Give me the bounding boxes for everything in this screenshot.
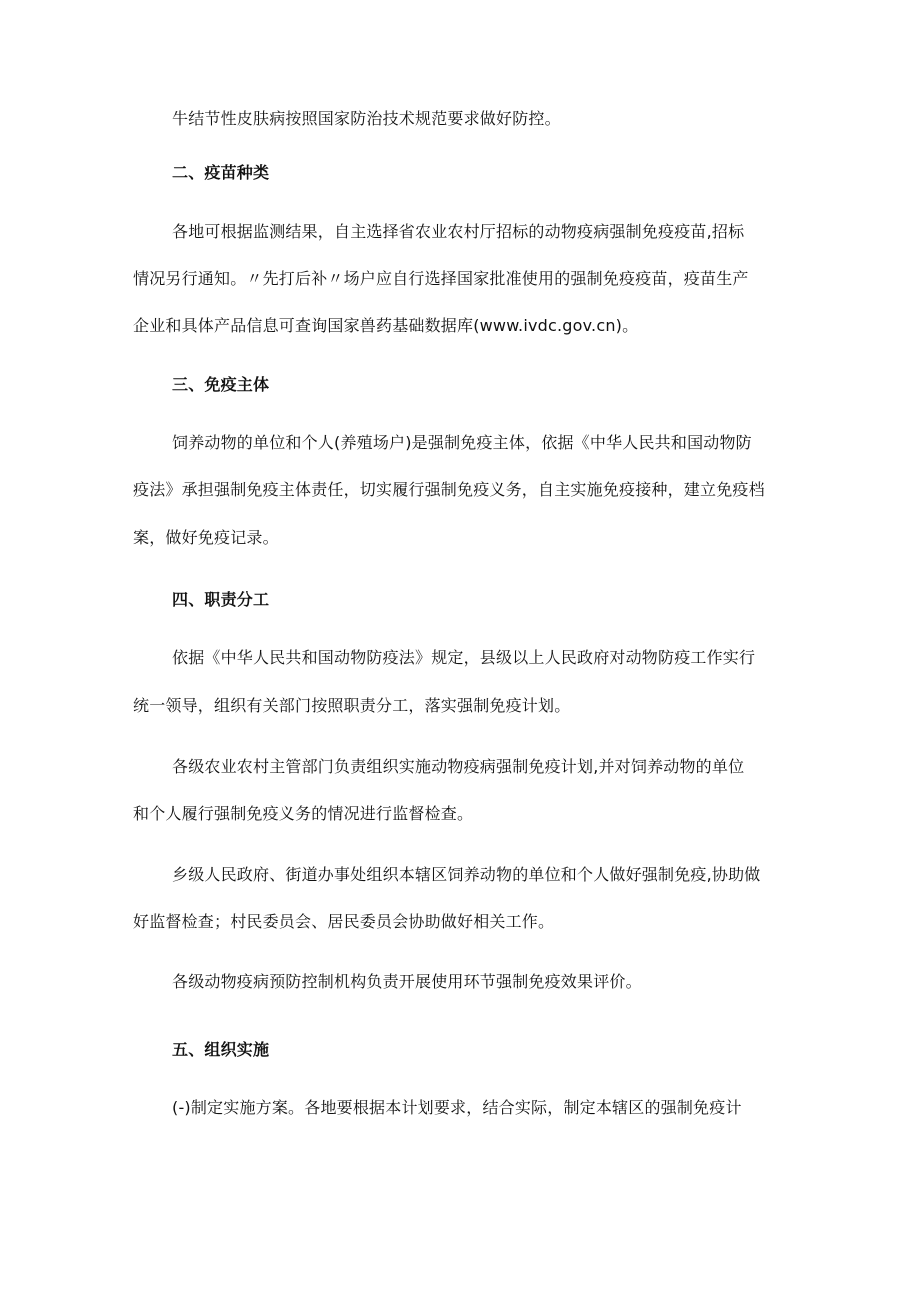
- paragraph-line: 依据《中华人民共和国动物防疫法》规定，县级以上人民政府对动物防疫工作实行: [172, 648, 756, 667]
- paragraph-line: 各地可根据监测结果，自主选择省农业农村厅招标的动物疫病强制免疫疫苗,招标: [172, 222, 745, 241]
- paragraph-line: 统一领导，组织有关部门按照职责分工，落实强制免疫计划。: [133, 696, 571, 715]
- section-heading: 四、职责分工: [172, 590, 270, 609]
- paragraph-line: (-)制定实施方案。各地要根据本计划要求，结合实际，制定本辖区的强制免疫计: [172, 1098, 742, 1117]
- paragraph-line: 饲养动物的单位和个人(养殖场户)是强制免疫主体，依据《中华人民共和国动物防: [172, 433, 752, 452]
- paragraph-line: 情况另行通知。〃先打后补〃场户应自行选择国家批准使用的强制免疫疫苗，疫苗生产: [133, 269, 749, 288]
- paragraph-line: 好监督检查；村民委员会、居民委员会协助做好相关工作。: [133, 912, 555, 931]
- paragraph-line: 疫法》承担强制免疫主体责任，切实履行强制免疫义务，自主实施免疫接种，建立免疫档: [133, 480, 765, 499]
- paragraph-line: 乡级人民政府、街道办事处组织本辖区饲养动物的单位和个人做好强制免疫,协助做: [172, 865, 761, 884]
- section-heading: 五、组织实施: [172, 1040, 270, 1059]
- paragraph-line: 牛结节性皮肤病按照国家防治技术规范要求做好防控。: [172, 109, 561, 128]
- paragraph-line: 案，做好免疫记录。: [133, 528, 279, 547]
- paragraph-line: 和个人履行强制免疫义务的情况进行监督检查。: [133, 804, 474, 823]
- section-heading: 三、免疫主体: [172, 375, 270, 394]
- paragraph-line: 企业和具体产品信息可查询国家兽药基础数据库(www.ivdc.gov.cn)。: [133, 316, 639, 335]
- section-heading: 二、疫苗种类: [172, 163, 270, 182]
- paragraph-line: 各级动物疫病预防控制机构负责开展使用环节强制免疫效果评价。: [172, 972, 642, 991]
- paragraph-line: 各级农业农村主管部门负责组织实施动物疫病强制免疫计划,并对饲养动物的单位: [172, 757, 745, 776]
